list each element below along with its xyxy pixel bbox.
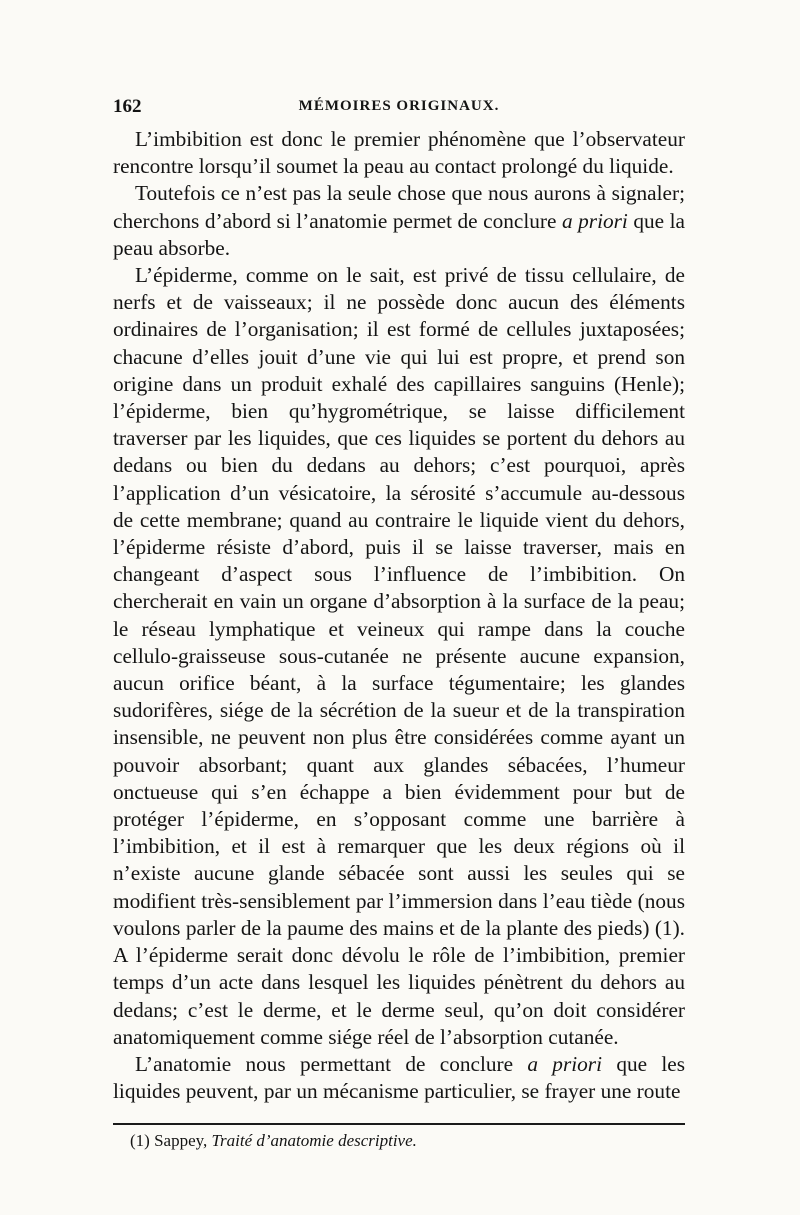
- footnote: [130, 1130, 685, 1152]
- paragraph-2-end: que la peau absorbe.: [113, 208, 685, 260]
- paragraph-4: [113, 1051, 685, 1105]
- footnote-marker: (1) Sappey,: [130, 1131, 208, 1150]
- body-text: [113, 126, 685, 1105]
- paragraph-4-end: que les liquides peuvent, par un mécanisme particulier, se frayer une route: [113, 1051, 686, 1104]
- paragraph-2-start: Toutefois ce n’est pas la seule chose que nous aurons à signaler; cherchons d’abord si l’anatomie permet de conclure: [113, 181, 685, 233]
- paragraph-2: [113, 180, 685, 262]
- paragraph-1: L’imbibition est donc le premier phénomène que l’observateur rencontre lorsqu’il soumet la peau au contact prolongé du liquide.: [113, 127, 685, 179]
- page-number: 162: [113, 96, 142, 117]
- a-priori-italic-2: a priori: [527, 1051, 603, 1076]
- paragraph-3: L’épiderme, comme on le sait, est privé de tissu cellulaire, de nerfs et de vaisseaux; il ne possède donc aucun des éléments ordinaires de l’organisation; il est formé de cellules juxtaposées; chacune d’elles jouit d’une vie qui lui est propre, et prend son origine dans un produit exhalé des capillaires sanguins (Henle); l’épiderme, bien qu’hygrométrique, se laisse difficilement traverser par les liquides, que ces liquides se portent du dehors au dedans ou bien du dedans au dehors; c’est pourquoi, après l’application d’un vésicatoire, la sérosité s’accumule au-dessous de cette membrane; quand au contraire le liquide vient du dehors, l’épiderme résiste d’abord, puis il se laisse traverser, mais en changeant d’aspect sous l’influence de l’imbibition. On chercherait en vain un organe d’absorption à la surface de la peau; le réseau lymphatique et veineux qui rampe dans la couche cellulo-graisseuse sous-cutanée ne présente aucune expansion, aucun orifice béant, à la surface tégumentaire; les glandes sudorifères, siége de la sécrétion de la sueur et de la transpiration insensible, ne peuvent non plus être considérées comme ayant un pouvoir absorbant; quant aux glandes sébacées, l’humeur onctueuse qui s’en échappe a bien évidemment pour but de protéger l’épiderme, en s’opposant comme une barrière à l’imbibition, et il est à remarquer que les deux régions où il n’existe aucune glande sébacée sont aussi les seules qui se modifient très-sensiblement par l’immersion dans l’eau tiède (nous voulons parler de la paume des mains et de la plante des pieds) (1). A l’épiderme serait donc dévolu le rôle de l’imbibition, premier temps d’un acte dans lesquel les liquides pénètrent du dehors au dedans; c’est le derme, et le derme seul, qu’on doit considérer anatomiquement comme siége réel de l’absorption cutanée.: [113, 263, 685, 1049]
- paragraph-4-start: L’anatomie nous permettant de conclure: [135, 1051, 514, 1076]
- page-header: [113, 96, 685, 122]
- footnote-title: Traité d’anatomie descriptive.: [211, 1131, 417, 1150]
- footnote-rule: [113, 1123, 685, 1125]
- running-head: MÉMOIRES ORIGINAUX.: [298, 98, 500, 114]
- a-priori-italic: a priori: [561, 208, 628, 233]
